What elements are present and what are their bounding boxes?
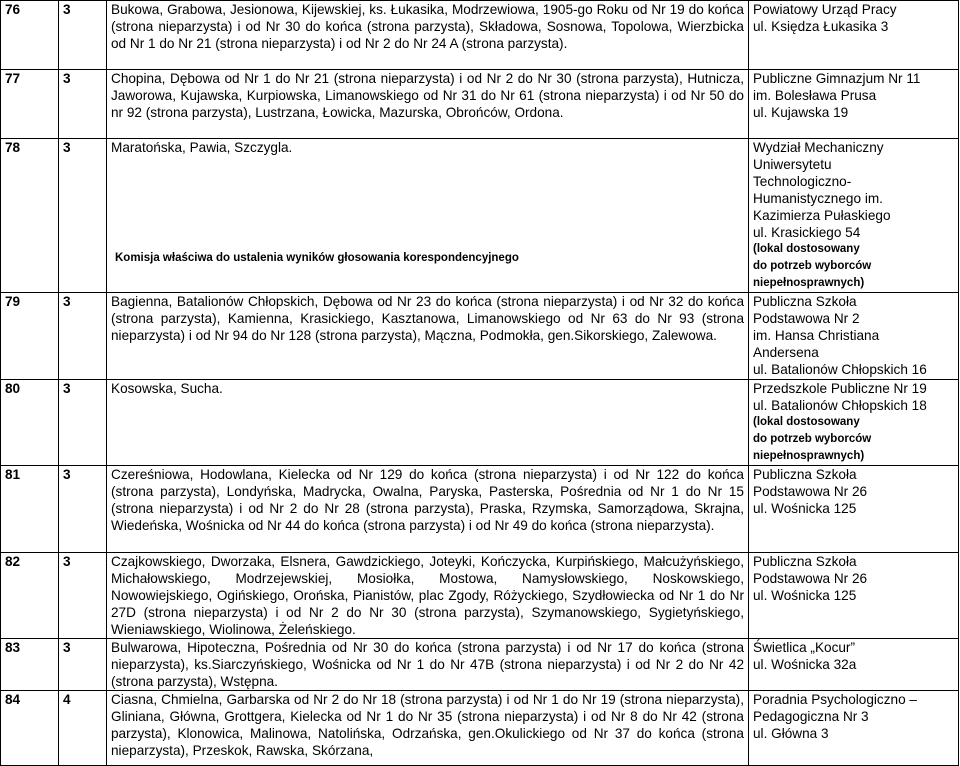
- location-line: Publiczna Szkoła: [753, 294, 857, 309]
- location-line: im. Bolesława Prusa: [753, 88, 877, 103]
- district-streets: [107, 139, 749, 293]
- member-count: 3: [59, 553, 107, 639]
- accessibility-note: (lokal dostosowany: [753, 416, 860, 428]
- location-line: ul. Główna 3: [753, 726, 829, 741]
- polling-location: [749, 380, 959, 466]
- member-count: 3: [59, 70, 107, 139]
- table-row: [1, 293, 959, 380]
- location-line: Świetlica „Kocur”: [753, 640, 855, 655]
- district-streets: Czajkowskiego, Dworzaka, Elsnera, Gawdzickiego, Joteyki, Kończycka, Kurpińskiego, Małcużyńskiego, Michałowskiego, Modrzejewskiej, Mosiołka, Mostowa, Namysłowskiego, Noskowskiego, Nowowiejskiego, Ogińskiego, Orońska, Pianistów, plac Zgody, Różyckiego, Szydłowiecka od Nr 1 do Nr 27D (strona nieparzysta) i od Nr 2 do Nr 30 (strona parzysta), Szymanowskiego, Sygietyńskiego, Wieniawskiego, Wiolinowa, Żeleńskiego.: [107, 553, 749, 639]
- member-count: 3: [59, 639, 107, 691]
- table-row: [1, 466, 959, 553]
- member-count: 3: [59, 1, 107, 70]
- location-line: Pedagogiczna Nr 3: [753, 709, 869, 724]
- location-line: Podstawowa Nr 26: [753, 571, 868, 586]
- member-count: 3: [59, 293, 107, 380]
- polling-location: [749, 139, 959, 293]
- polling-location: [749, 691, 959, 766]
- member-count: 4: [59, 691, 107, 766]
- table-row: [1, 553, 959, 639]
- accessibility-note: niepełnosprawnych): [753, 277, 865, 289]
- accessibility-note: niepełnosprawnych): [753, 450, 865, 462]
- district-number: 76: [1, 1, 59, 70]
- polling-location: [749, 553, 959, 639]
- accessibility-note: do potrzeb wyborców: [753, 433, 872, 445]
- location-line: Podstawowa Nr 26: [753, 484, 868, 499]
- location-line: Przedszkole Publiczne Nr 19: [753, 381, 927, 396]
- location-line: Kazimierza Pułaskiego: [753, 208, 891, 223]
- location-line: Podstawowa Nr 2: [753, 311, 860, 326]
- location-line: ul. Wośnicka 125: [753, 588, 857, 603]
- location-line: ul. Batalionów Chłopskich 18: [753, 398, 927, 413]
- accessibility-note: (lokal dostosowany: [753, 243, 860, 255]
- table-row: [1, 691, 959, 766]
- location-line: Technologiczno-: [753, 174, 852, 189]
- polling-location: [749, 639, 959, 691]
- location-line: Publiczna Szkoła: [753, 467, 857, 482]
- district-streets: Bukowa, Grabowa, Jesionowa, Kijewskiej, ks. Łukasika, Modrzewiowa, 1905-go Roku od Nr 19 do końca (strona nieparzysta) i od Nr 30 do końca (strona parzysta), Składowa, Sosnowa, Topolowa, Wierzbicka od Nr 1 do Nr 21 (strona nieparzysta) i od Nr 2 do Nr 24 A (strona parzysta).: [107, 1, 749, 70]
- location-line: Uniwersytetu: [753, 157, 832, 172]
- district-number: 82: [1, 553, 59, 639]
- table-row: [1, 1, 959, 70]
- district-number: 80: [1, 380, 59, 466]
- location-line: ul. Kujawska 19: [753, 105, 849, 120]
- member-count: 3: [59, 466, 107, 553]
- location-line: Powiatowy Urząd Pracy: [753, 2, 897, 17]
- district-number: 81: [1, 466, 59, 553]
- table-row: [1, 70, 959, 139]
- location-line: Publiczna Szkoła: [753, 554, 857, 569]
- district-streets: Kosowska, Sucha.: [107, 380, 749, 466]
- streets-text: Maratońska, Pawia, Szczygla.: [111, 140, 293, 155]
- table-row: [1, 139, 959, 293]
- location-line: Poradnia Psychologiczno –: [753, 692, 917, 707]
- table-row: [1, 380, 959, 466]
- location-line: im. Hansa Christiana: [753, 328, 880, 343]
- location-line: ul. Krasickiego 54: [753, 225, 861, 240]
- district-number: 78: [1, 139, 59, 293]
- member-count: 3: [59, 380, 107, 466]
- location-line: ul. Księdza Łukasika 3: [753, 19, 889, 34]
- table-row: [1, 639, 959, 691]
- district-streets: Bulwarowa, Hipoteczna, Pośrednia od Nr 30 do końca (strona parzysta) i od Nr 17 do końca (strona nieparzysta), ks.Siarczyńskiego, Wośnicka od Nr 1 do Nr 47B (strona nieparzysta) i od Nr 2 do Nr 42 (strona parzysta), Wstępna.: [107, 639, 749, 691]
- location-line: ul. Batalionów Chłopskich 16: [753, 362, 927, 377]
- district-number: 77: [1, 70, 59, 139]
- commission-note: Komisja właściwa do ustalenia wyników głosowania korespondencyjnego: [115, 252, 519, 264]
- district-streets: Ciasna, Chmielna, Garbarska od Nr 2 do Nr 18 (strona parzysta) i od Nr 1 do Nr 19 (strona nieparzysta), Gliniana, Główna, Grottgera, Kielecka od Nr 1 do Nr 35 (strona nieparzysta) i od Nr 8 do Nr 42 (strona parzysta), Klonowica, Malinowa, Natolińska, Odrzańska, gen.Okulickiego od Nr 37 do końca (strona nieparzysta), Przeskok, Rawska, Skórzana,: [107, 691, 749, 766]
- location-line: ul. Wośnicka 32a: [753, 657, 857, 672]
- district-number: 84: [1, 691, 59, 766]
- accessibility-note: do potrzeb wyborców: [753, 260, 872, 272]
- polling-location: [749, 466, 959, 553]
- location-line: ul. Wośnicka 125: [753, 501, 857, 516]
- location-line: Publiczne Gimnazjum Nr 11: [753, 71, 921, 86]
- member-count: 3: [59, 139, 107, 293]
- district-number: 83: [1, 639, 59, 691]
- polling-location: [749, 70, 959, 139]
- location-line: Humanistycznego im.: [753, 191, 883, 206]
- district-number: 79: [1, 293, 59, 380]
- district-streets: Chopina, Dębowa od Nr 1 do Nr 21 (strona nieparzysta) i od Nr 2 do Nr 30 (strona parzysta), Hutnicza, Jaworowa, Kujawska, Kurpiowska, Limanowskiego od Nr 31 do Nr 61 (strona nieparzysta) i od Nr 50 do nr 92 (strona parzysta), Lustrzana, Łowicka, Mazurska, Obrońców, Ordona.: [107, 70, 749, 139]
- polling-location: [749, 1, 959, 70]
- location-line: Wydział Mechaniczny: [753, 140, 884, 155]
- location-line: Andersena: [753, 345, 819, 360]
- district-streets: Bagienna, Batalionów Chłopskich, Dębowa od Nr 23 do końca (strona nieparzysta) i od Nr 32 do końca (strona parzysta), Kamienna, Krasickiego, Kasztanowa, Limanowskiego od Nr 63 do Nr 93 (strona nieparzysta) i od Nr 94 do Nr 128 (strona parzysta), Mączna, Podmokła, gen.Sikorskiego, Zalewowa.: [107, 293, 749, 380]
- district-streets: Czereśniowa, Hodowlana, Kielecka od Nr 129 do końca (strona nieparzysta) i od Nr 122 do końca (strona parzysta), Londyńska, Madrycka, Owalna, Paryska, Pasterska, Pośrednia od Nr 1 do Nr 15 (strona nieparzysta) i od Nr 2 do Nr 28 (strona parzysta), Praska, Rzymska, Samorządowa, Skrajna, Wiedeńska, Wośnicka od Nr 44 do końca (strona parzysta) i od Nr 49 do końca (strona nieparzysta).: [107, 466, 749, 553]
- polling-location: [749, 293, 959, 380]
